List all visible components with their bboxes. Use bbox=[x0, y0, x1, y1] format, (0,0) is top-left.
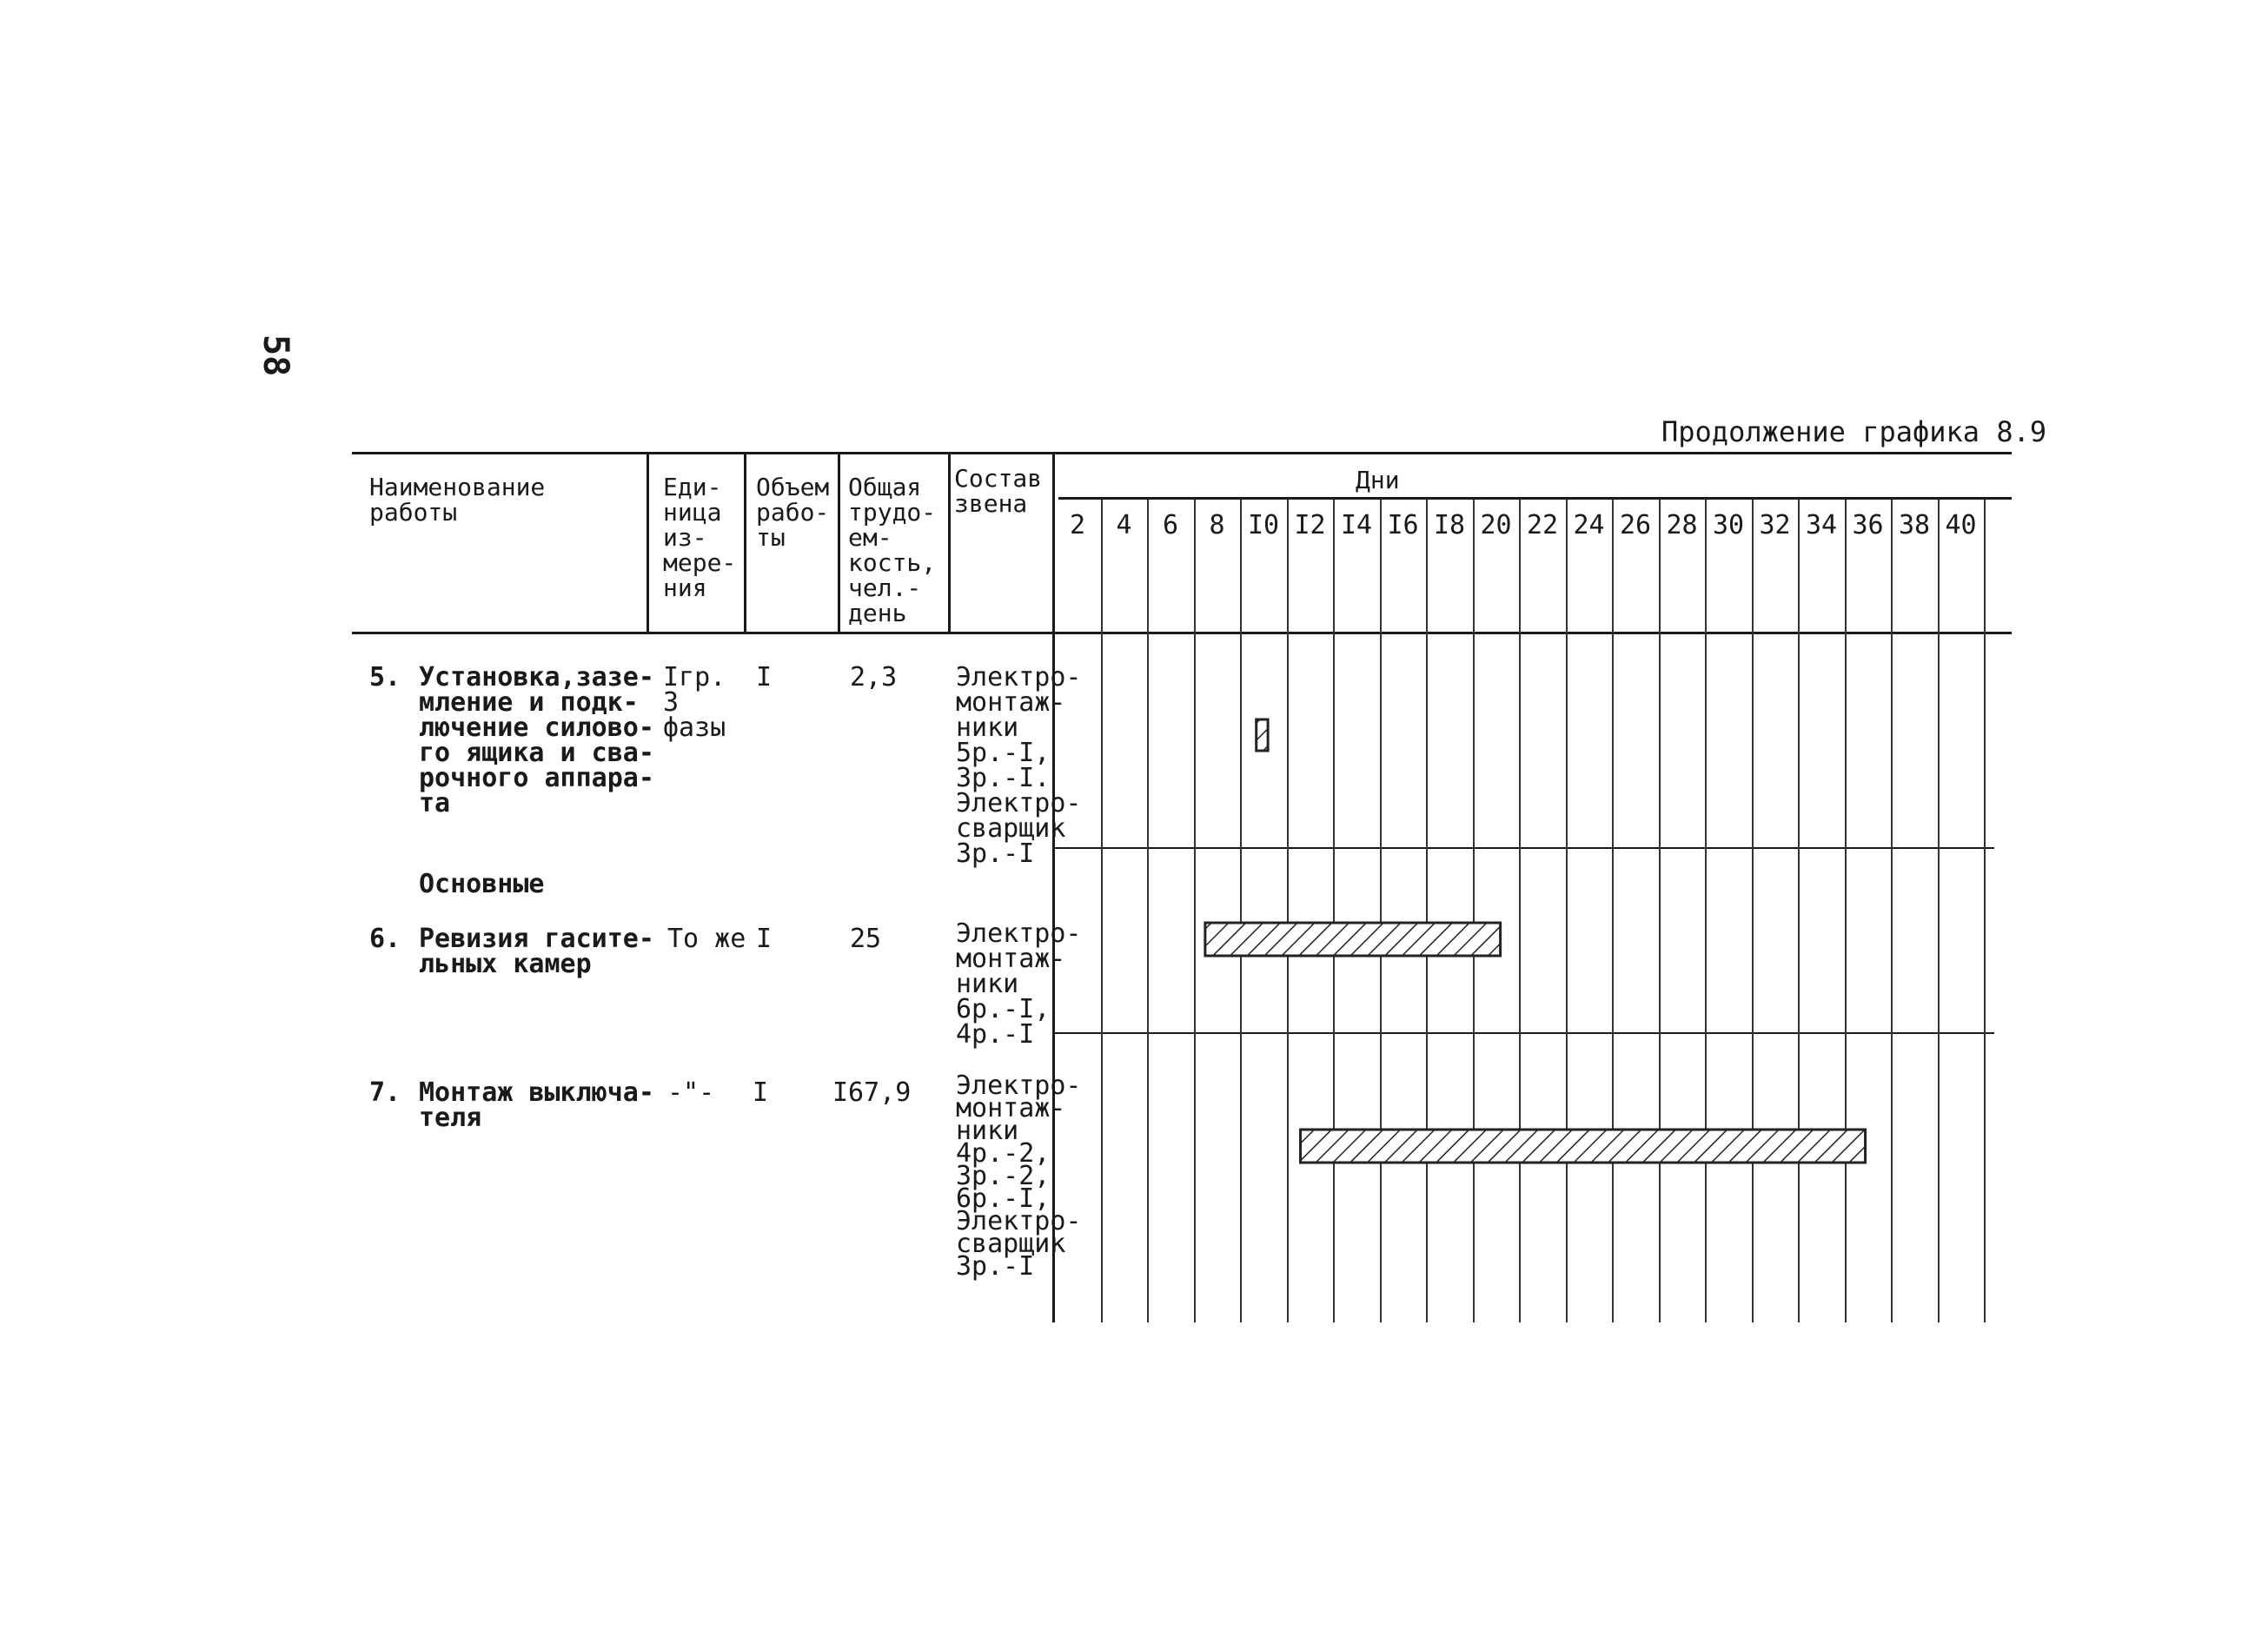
row-crew: Электро- монтаж- ники 4р.-2, 3р.-2, 6р.-I, Электро- сварщик 3р.-I bbox=[956, 1070, 1082, 1282]
header-labor: Общая трудо- ем- кость, чел.- день bbox=[848, 473, 937, 627]
row-unit: Iгр. 3 фазы bbox=[663, 662, 726, 743]
row-crew: Электро- монтаж- ники 5р.-I, 3р.-I. Электро- сварщик 3р.-I bbox=[956, 662, 1082, 869]
row-number: 5. bbox=[369, 662, 401, 693]
row-labor: 25 bbox=[850, 924, 882, 954]
day-label-22: 22 bbox=[1526, 510, 1559, 540]
row-volume: I bbox=[753, 1077, 769, 1108]
task-bar-6 bbox=[1205, 923, 1501, 956]
day-label-40: 40 bbox=[1945, 510, 1977, 540]
day-label-30: 30 bbox=[1712, 510, 1745, 540]
day-label-I6: I6 bbox=[1387, 510, 1419, 540]
day-label-38: 38 bbox=[1898, 510, 1931, 540]
row-unit: -"- bbox=[667, 1077, 715, 1108]
row-name: Ревизия гасите- льных камер bbox=[419, 924, 654, 979]
header-volume: Объем рабо- ты bbox=[756, 473, 830, 552]
day-label-24: 24 bbox=[1573, 510, 1605, 540]
row-crew: Электро- монтаж- ники 6р.-I, 4р.-I bbox=[956, 918, 1082, 1050]
row-labor: 2,3 bbox=[850, 662, 898, 693]
day-label-6: 6 bbox=[1162, 510, 1179, 540]
chart-caption: Продолжение графика 8.9 bbox=[1661, 415, 2047, 448]
row-name: Установка,зазе- мление и подк- лючение силово- го ящика и сва- рочного аппара- та bbox=[419, 662, 654, 818]
row-number: 6. bbox=[369, 924, 401, 954]
day-label-4: 4 bbox=[1116, 510, 1132, 540]
page-number: 58 bbox=[255, 335, 295, 377]
task-bar-5 bbox=[1257, 719, 1268, 751]
day-label-I2: I2 bbox=[1294, 510, 1326, 540]
header-name: Наименование работы bbox=[369, 473, 546, 527]
day-label-20: 20 bbox=[1480, 510, 1512, 540]
day-label-36: 36 bbox=[1852, 510, 1884, 540]
row-labor: I67,9 bbox=[832, 1077, 912, 1108]
day-label-2: 2 bbox=[1069, 510, 1086, 540]
row-volume: I bbox=[756, 924, 773, 954]
day-label-I8: I8 bbox=[1433, 510, 1466, 540]
day-label-34: 34 bbox=[1805, 510, 1838, 540]
row-number: 7. bbox=[369, 1077, 401, 1108]
row-name: Монтаж выключа- теля bbox=[419, 1077, 654, 1133]
row-unit: То же bbox=[667, 924, 746, 954]
day-label-8: 8 bbox=[1209, 510, 1225, 540]
day-label-26: 26 bbox=[1619, 510, 1652, 540]
row-volume: I bbox=[756, 662, 773, 693]
task-bar-7 bbox=[1301, 1130, 1866, 1163]
day-label-I0: I0 bbox=[1247, 510, 1280, 540]
day-label-I4: I4 bbox=[1340, 510, 1373, 540]
section-label: Основные bbox=[419, 869, 545, 899]
header-crew: Состав звена bbox=[954, 464, 1043, 518]
day-label-32: 32 bbox=[1759, 510, 1791, 540]
header-unit: Еди- ница из- мере- ния bbox=[663, 473, 737, 602]
header-days: Дни bbox=[1356, 466, 1400, 494]
day-label-28: 28 bbox=[1666, 510, 1698, 540]
